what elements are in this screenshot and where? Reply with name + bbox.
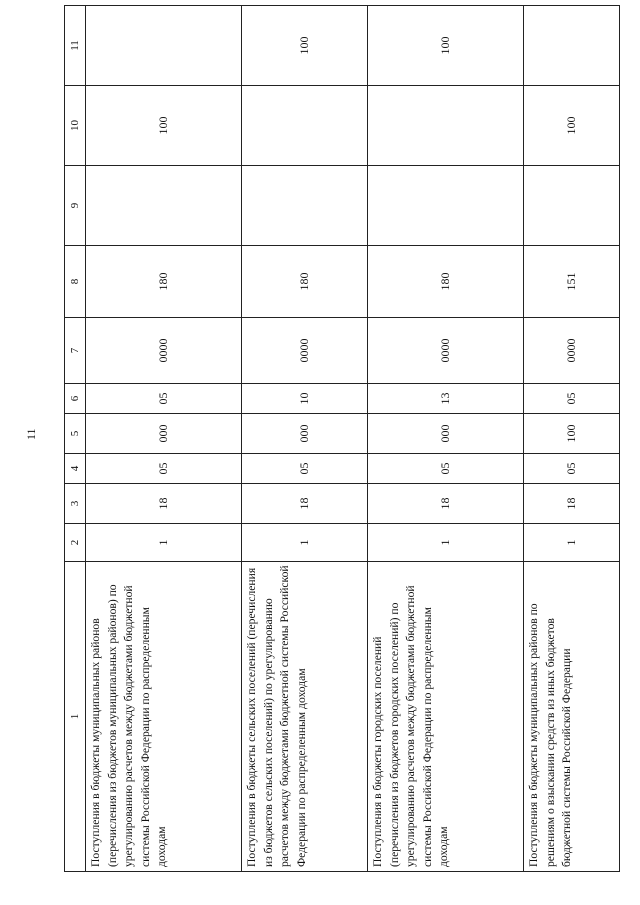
cell-col-2: 1 — [242, 524, 368, 562]
cell-col-10 — [368, 86, 524, 166]
table-row — [524, 6, 620, 872]
cell-col-2: 1 — [86, 524, 242, 562]
col-header-9: 9 — [65, 166, 86, 246]
col-header-5: 5 — [65, 414, 86, 454]
cell-col-6: 13 — [368, 384, 524, 414]
budget-classification-table — [64, 5, 620, 872]
row-description: Поступления в бюджеты сельских поселений (перечисления из бюджетов сельских поселений) по урегулированию расчетов между бюджетами бюджетной системы Российской Федерации по распределенным доходам — [242, 562, 368, 872]
col-header-2: 2 — [65, 524, 86, 562]
cell-col-11 — [524, 6, 620, 86]
col-header-3: 3 — [65, 484, 86, 524]
cell-col-6: 10 — [242, 384, 368, 414]
cell-col-5: 100 — [524, 414, 620, 454]
rotated-table-container — [64, 6, 620, 872]
cell-col-5: 000 — [242, 414, 368, 454]
header-row — [65, 6, 86, 872]
cell-col-3: 18 — [524, 484, 620, 524]
row-description: Поступления в бюджеты муниципальных районов (перечисления из бюджетов муниципальных районов) по урегулированию расчетов между бюджетами бюджетной системы Российской Федерации по распределенным доходам — [86, 562, 242, 872]
col-header-11: 11 — [65, 6, 86, 86]
cell-col-7: 0000 — [86, 318, 242, 384]
cell-col-9 — [368, 166, 524, 246]
cell-col-10 — [242, 86, 368, 166]
cell-col-11 — [86, 6, 242, 86]
cell-col-7: 0000 — [368, 318, 524, 384]
cell-col-10: 100 — [524, 86, 620, 166]
cell-col-5: 000 — [86, 414, 242, 454]
col-header-7: 7 — [65, 318, 86, 384]
cell-col-4: 05 — [86, 454, 242, 484]
cell-col-5: 000 — [368, 414, 524, 454]
cell-col-6: 05 — [524, 384, 620, 414]
col-header-6: 6 — [65, 384, 86, 414]
col-header-10: 10 — [65, 86, 86, 166]
table-row — [86, 6, 242, 872]
cell-col-8: 151 — [524, 246, 620, 318]
col-header-4: 4 — [65, 454, 86, 484]
cell-col-7: 0000 — [524, 318, 620, 384]
col-header-8: 8 — [65, 246, 86, 318]
cell-col-3: 18 — [86, 484, 242, 524]
cell-col-9 — [524, 166, 620, 246]
cell-col-4: 05 — [368, 454, 524, 484]
row-description: Поступления в бюджеты муниципальных районов по решениям о взыскании средств из иных бюджетов бюджетной системы Российской Федерации — [524, 562, 620, 872]
cell-col-8: 180 — [242, 246, 368, 318]
cell-col-2: 1 — [524, 524, 620, 562]
col-header-1: 1 — [65, 562, 86, 872]
cell-col-8: 180 — [368, 246, 524, 318]
cell-col-9 — [242, 166, 368, 246]
cell-col-7: 0000 — [242, 318, 368, 384]
cell-col-4: 05 — [242, 454, 368, 484]
table-row — [368, 6, 524, 872]
row-description: Поступления в бюджеты городских поселений (перечисления из бюджетов городских поселений) по урегулированию расчетов между бюджетами бюджетной системы Российской Федерации по распределенным доходам — [368, 562, 524, 872]
cell-col-9 — [86, 166, 242, 246]
cell-col-3: 18 — [368, 484, 524, 524]
table-row — [242, 6, 368, 872]
cell-col-3: 18 — [242, 484, 368, 524]
cell-col-11: 100 — [368, 6, 524, 86]
cell-col-2: 1 — [368, 524, 524, 562]
cell-col-4: 05 — [524, 454, 620, 484]
cell-col-8: 180 — [86, 246, 242, 318]
cell-col-10: 100 — [86, 86, 242, 166]
cell-col-11: 100 — [242, 6, 368, 86]
cell-col-6: 05 — [86, 384, 242, 414]
